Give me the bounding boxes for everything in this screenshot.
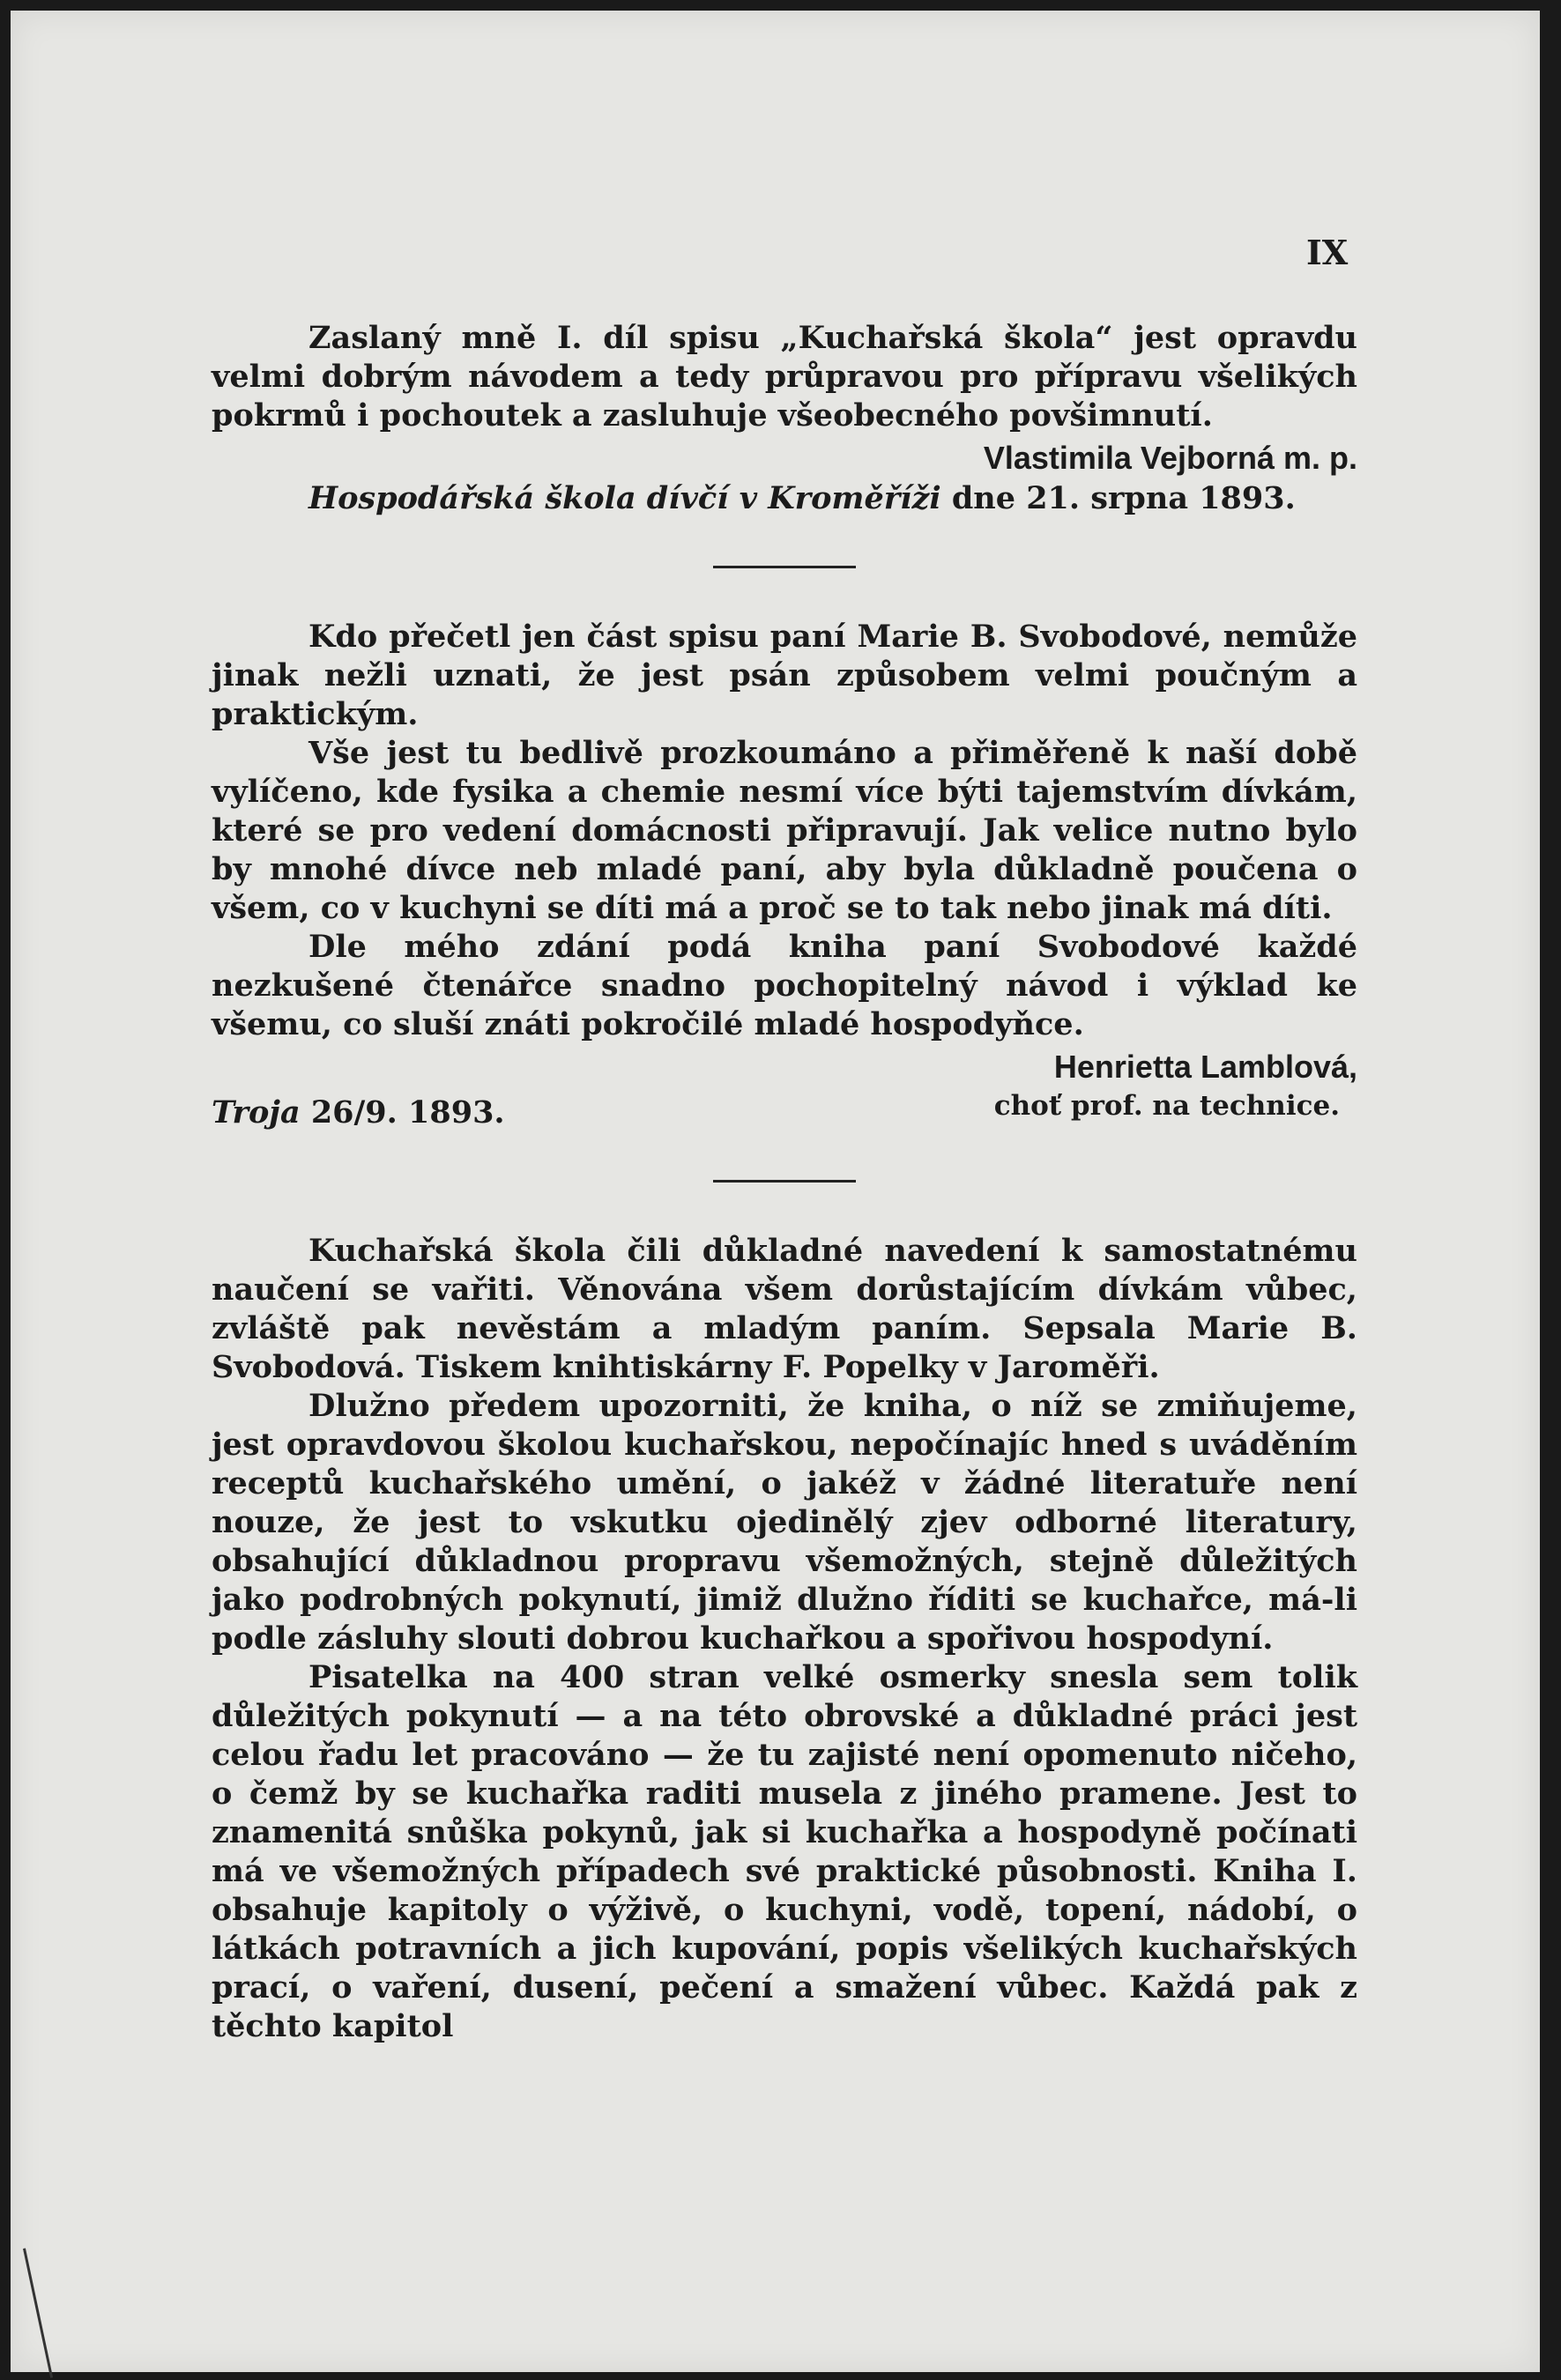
review1-place-line — [212, 479, 1357, 518]
section-divider-2 — [713, 1180, 856, 1183]
page-content — [212, 231, 1357, 2046]
page-edge-mark — [23, 2248, 53, 2377]
page-number: IX — [1306, 233, 1349, 272]
review-block-3 — [212, 1232, 1357, 2046]
review1-signature: Vlastimila Vejborná m. p. — [983, 440, 1357, 476]
review1-place: Hospodářská škola dívčí v Kroměříži — [308, 480, 941, 516]
section-divider-1 — [713, 566, 856, 568]
review2-place-line — [212, 1044, 505, 1132]
review3-para3: Pisatelka na 400 stran velké osmerky snesla sem tolik důležitých pokynutí — a na této obrovské a důkladné práci jest celou řadu let pracováno — že tu zajisté není opomenuto ničeho, o čemž by se kuchařka raditi musela z jiného pramene. Jest to znamenitá snůška pokynů, jak si kuchařka a hospodyně počínati má ve všemožných případech své praktické působnosti. Kniha I. obsahuje kapitoly o výživě, o kuchyni, vodě, topení, nádobí, o látkách potravních a jich kupování, popis všelikých kuchařských prací, o vaření, dusení, pečení a smažení vůbec. Každá pak z těchto kapitol — [212, 1659, 1357, 2044]
review2-date: 26/9. 1893. — [310, 1094, 505, 1131]
review1-date: dne 21. srpna 1893. — [951, 480, 1296, 516]
review2-para3: Dle mého zdání podá kniha paní Svobodové každé nezkušené čtenářce snadno pochopitelný návod i výklad ke všemu, co sluší znáti pokročilé mladé hospodyňce. — [212, 929, 1357, 1042]
review2-para1: Kdo přečetl jen část spisu paní Marie B. Svobodové, nemůže jinak nežli uznati, že jest psán způsobem velmi poučným a praktickým. — [212, 619, 1357, 732]
review-block-2 — [212, 618, 1357, 1132]
review3-para2: Dlužno předem upozorniti, že kniha, o níž se zmiňujeme, jest opravdovou školou kuchařskou, nepočínajíc hned s uváděním receptů kuchařského umění, o jakéž v žádné literatuře není nouze, že jest to vskutku ojedinělý zjev odborné literatury, obsahující důkladnou propravu všemožných, stejně důležitých jako podrobných pokynutí, jimiž dlužno říditi se kuchařce, má-li podle zásluhy slouti dobrou kuchařkou a spořivou hospodyní. — [212, 1388, 1357, 1657]
review2-para2: Vše jest tu bedlivě prozkoumáno a přiměřeně k naší době vylíčeno, kde fysika a chemie nesmí více býti tajemstvím dívkám, které se pro vedení domácnosti připravují. Jak velice nutno bylo by mnohé dívce neb mladé paní, aby byla důkladně poučena o všem, co v kuchyni se díti má a proč se to tak nebo jinak má díti. — [212, 735, 1357, 926]
review2-place: Troja — [212, 1094, 301, 1131]
review-block-1 — [212, 319, 1357, 518]
review1-text: Zaslaný mně I. díl spisu „Kuchařská škola“ jest opravdu velmi dobrým návodem a tedy průpravou pro přípravu všelikých pokrmů i pochoutek a zasluhuje všeobecného povšimnutí. — [212, 320, 1357, 434]
review3-para1: Kuchařská škola čili důkladné navedení k samostatnému naučení se vařiti. Věnována všem dorůstajícím dívkám vůbec, zvláště pak nevěstám a mladým paním. Sepsala Marie B. Svobodová. Tiskem knihtiskárny F. Popelky v Jaroměři. — [212, 1233, 1357, 1385]
review2-signature-block — [994, 1044, 1357, 1125]
book-page — [11, 11, 1540, 2372]
review2-footer — [212, 1044, 1357, 1132]
review2-signature: Henrietta Lamblová, — [1053, 1049, 1357, 1085]
review2-signature-sub: choť prof. na technice. — [993, 1090, 1340, 1122]
